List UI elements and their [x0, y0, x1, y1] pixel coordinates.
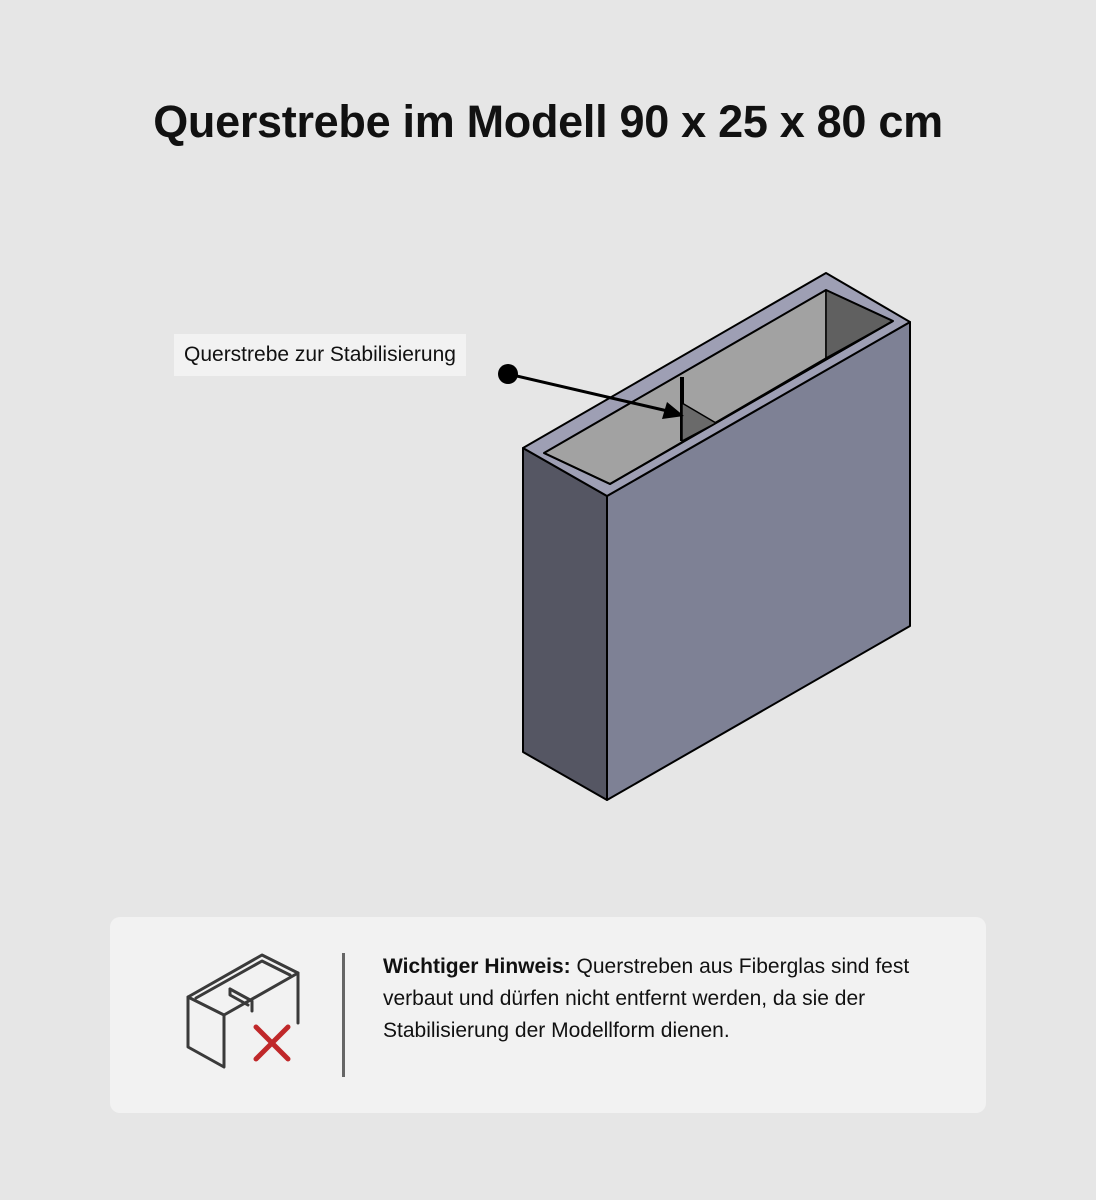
note-text: [383, 951, 923, 1047]
planter-box-crossed-out-icon: [180, 949, 310, 1079]
planter-side-face: [523, 448, 607, 800]
callout-dot: [498, 364, 518, 384]
note-divider: [342, 953, 345, 1077]
page-title: Querstrebe im Modell 90 x 25 x 80 cm: [153, 96, 943, 147]
note-heading: Wichtiger Hinweis:: [383, 955, 571, 978]
note-body: Querstreben aus Fiberglas sind fest verbaut und dürfen nicht entfernt werden, da sie der Stabilisierung der Modellform dienen.: [383, 955, 910, 1042]
callout-label: Querstrebe zur Stabilisierung: [174, 334, 466, 376]
important-note-panel: [110, 917, 986, 1113]
